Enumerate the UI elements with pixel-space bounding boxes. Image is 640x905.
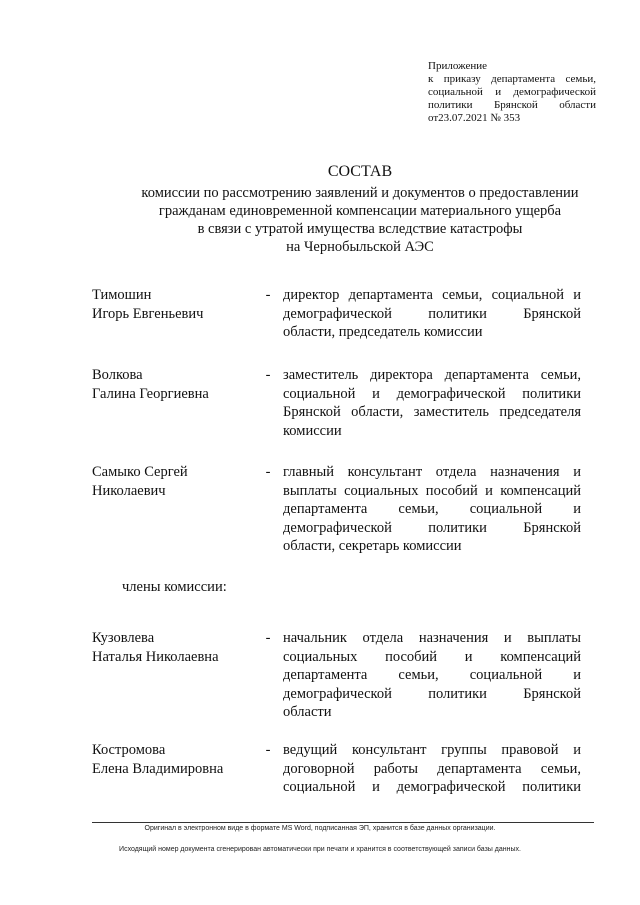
member-role-line: социальной и демографической политики <box>283 779 581 795</box>
member-name-line: Самыко Сергей <box>92 464 188 480</box>
member-name-line: Костромова <box>92 742 166 758</box>
member-role-line: выплаты социальных пособий и компенсаций <box>283 482 581 499</box>
member-role-line: области, секретарь комиссии <box>283 538 462 554</box>
member-role-line: социальных пособий и компенсаций <box>283 648 581 665</box>
title-line: гражданам единовременной компенсации материального ущерба <box>158 203 562 219</box>
member-name-line: Галина Георгиевна <box>92 385 209 402</box>
member-role-line: социальной и демографической политики <box>283 385 581 402</box>
member-dash: - <box>265 742 271 758</box>
member-name-line: Игорь Евгеньевич <box>92 305 204 322</box>
member-role <box>283 629 581 722</box>
member-role-line: демографической политики Брянской <box>283 305 581 322</box>
footer-divider <box>92 822 594 823</box>
member-name <box>92 286 262 323</box>
member-name-line: Елена Владимировна <box>92 760 224 777</box>
member-name <box>92 366 262 403</box>
annex-line: к приказу департамента семьи, <box>428 73 596 85</box>
member-role-line: начальник отдела назначения и выплаты <box>283 630 581 646</box>
annex-line: Приложение <box>428 60 488 72</box>
member-role <box>283 741 581 797</box>
annex-line: от23.07.2021 № 353 <box>428 112 521 124</box>
member-role-line: комиссии <box>283 422 342 439</box>
annex-block <box>428 60 596 125</box>
member-role-line: области <box>283 704 332 720</box>
member-name-line: Наталья Николаевна <box>92 648 219 665</box>
member-name-line: Кузовлева <box>92 630 155 646</box>
member-role-line: директор департамента семьи, социальной и <box>283 287 581 303</box>
member-role-line: департамента семьи, социальной и <box>283 501 581 517</box>
member-role-line: Брянской области, заместитель председателя <box>283 404 581 420</box>
member-role <box>283 286 581 342</box>
member-role <box>283 366 581 440</box>
member-name <box>92 629 262 666</box>
member-role-line: ведущий консультант группы правовой и <box>283 742 581 758</box>
member-role-line: заместитель директора департамента семьи, <box>283 367 581 383</box>
title-line: в связи с утратой имущества вследствие катастрофы <box>197 221 523 237</box>
member-dash: - <box>265 464 271 480</box>
title-line: на Чернобыльской АЭС <box>286 239 434 255</box>
footer-note-original: Оригинал в электронном виде в формате MS Word, подписанная ЭП, хранится в базе данных организации. <box>144 825 496 832</box>
member-role <box>283 463 581 556</box>
member-role-line: области, председатель комиссии <box>283 324 483 340</box>
title-heading: СОСТАВ <box>327 163 393 180</box>
member-name-line: Тимошин <box>92 287 152 303</box>
document-title <box>80 162 640 256</box>
title-line: комиссии по рассмотрению заявлений и документов о предоставлении <box>141 185 579 201</box>
member-dash: - <box>265 630 271 646</box>
member-dash: - <box>265 367 271 383</box>
member-role-line: демографической политики Брянской <box>283 519 581 536</box>
member-role-line: главный консультант отдела назначения и <box>283 464 581 480</box>
member-role-line: демографической политики Брянской <box>283 685 581 702</box>
annex-line: политики Брянской области <box>428 99 596 111</box>
member-role-line: департамента семьи, социальной и <box>283 667 581 683</box>
member-name <box>92 463 262 500</box>
footer-note-number: Исходящий номер документа сгенерирован автоматически при печати и хранится в соответствующей записи базы данных. <box>119 846 521 853</box>
member-name <box>92 741 262 778</box>
member-dash: - <box>265 287 271 303</box>
member-name-line: Николаевич <box>92 482 166 499</box>
members-label: члены комиссии: <box>122 579 227 595</box>
annex-line: социальной и демографической <box>428 86 596 98</box>
member-role-line: договорной работы департамента семьи, <box>283 760 581 777</box>
member-name-line: Волкова <box>92 367 143 383</box>
